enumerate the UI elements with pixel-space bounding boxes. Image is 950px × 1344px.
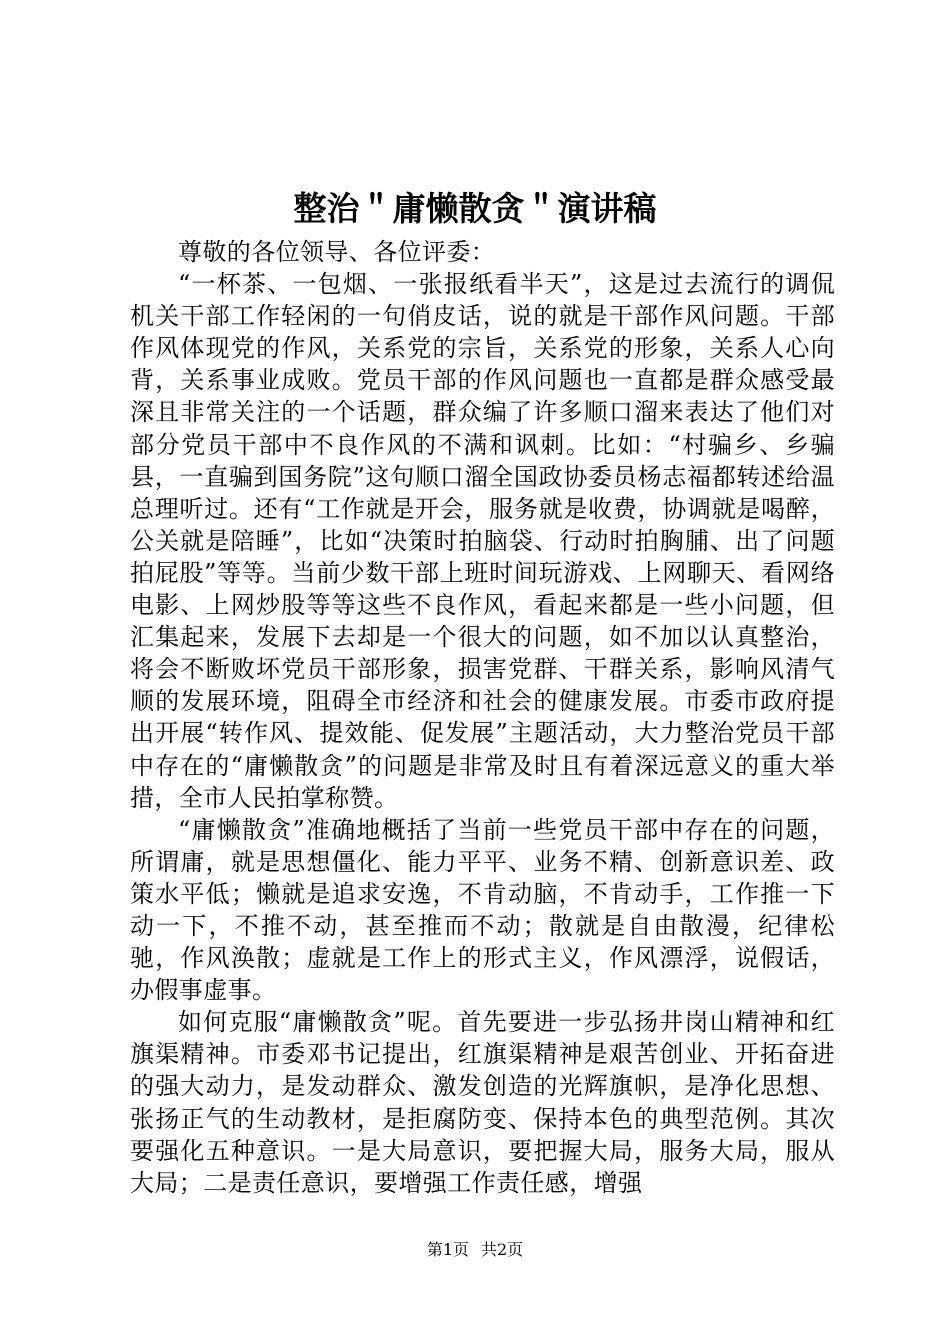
paragraph-1: “一杯茶、一包烟、一张报纸看半天”，这是过去流行的调侃机关干部工作轻闲的一句俏皮话，说的就是干部作风问题。干部作风体现党的作风，关系党的宗旨，关系党的形象，关系人心向背，关系事业成败。党员干部的作风问题也一直都是群众感受最深且非常关注的一个话题，群众编了许多顺口溜来表达了他们对部分党员干部中不良作风的不满和讽刺。比如：“村骗乡、乡骗县，一直骗到国务院”这句顺口溜全国政协委员杨志福都转述给温总理听过。还有“工作就是开会，服务就是收费，协调就是喝醉，公关就是陪睡”，比如“决策时拍脑袋、行动时拍胸脯、出了问题拍屁股”等等。当前少数干部上班时间玩游戏、上网聊天、看网络电影、上网炒股等等这些不良作风，看起来都是一些小问题，但汇集起来，发展下去却是一个很大的问题，如不加以认真整治，将会不断败坏党员干部形象，损害党群、干群关系，影响风清气顺的发展环境，阻碍全市经济和社会的健康发展。市委市政府提出开展“转作风、提效能、促发展”主题活动，大力整治党员干部中存在的“庸懒散贪”的问题是非常及时且有着深远意义的重大举措，全市人民拍掌称赞。 [130,270,835,812]
page-title: 整治＂庸懒散贪＂演讲稿 [293,189,657,228]
page-number: 第1页 [426,1240,469,1259]
document-body [130,236,835,1199]
salutation: 尊敬的各位领导、各位评委： [178,238,496,266]
page-total: 共2页 [481,1240,524,1259]
paragraph-3: 如何克服“庸懒散贪”呢。首先要进一步弘扬井岗山精神和红旗渠精神。市委邓书记提出，红旗渠精神是艰苦创业、开拓奋进的强大动力，是发动群众、激发创造的光辉旗帜，是净化思想、张扬正气的生动教材，是拒腐防变、保持本色的典型范例。其次要强化五种意识。一是大局意识，要把握大局，服务大局，服从大局；二是责任意识，要增强工作责任感，增强 [130,1008,835,1197]
paragraph-2: “庸懒散贪”准确地概括了当前一些党员干部中存在的问题，所谓庸，就是思想僵化、能力平平、业务不精、创新意识差、政策水平低；懒就是追求安逸，不肯动脑，不肯动手，工作推一下动一下，不推不动，甚至推而不动；散就是自由散漫，纪律松驰，作风涣散；虚就是工作上的形式主义，作风漂浮，说假话，办假事虚事。 [130,815,835,1005]
page-footer [0,1238,950,1262]
